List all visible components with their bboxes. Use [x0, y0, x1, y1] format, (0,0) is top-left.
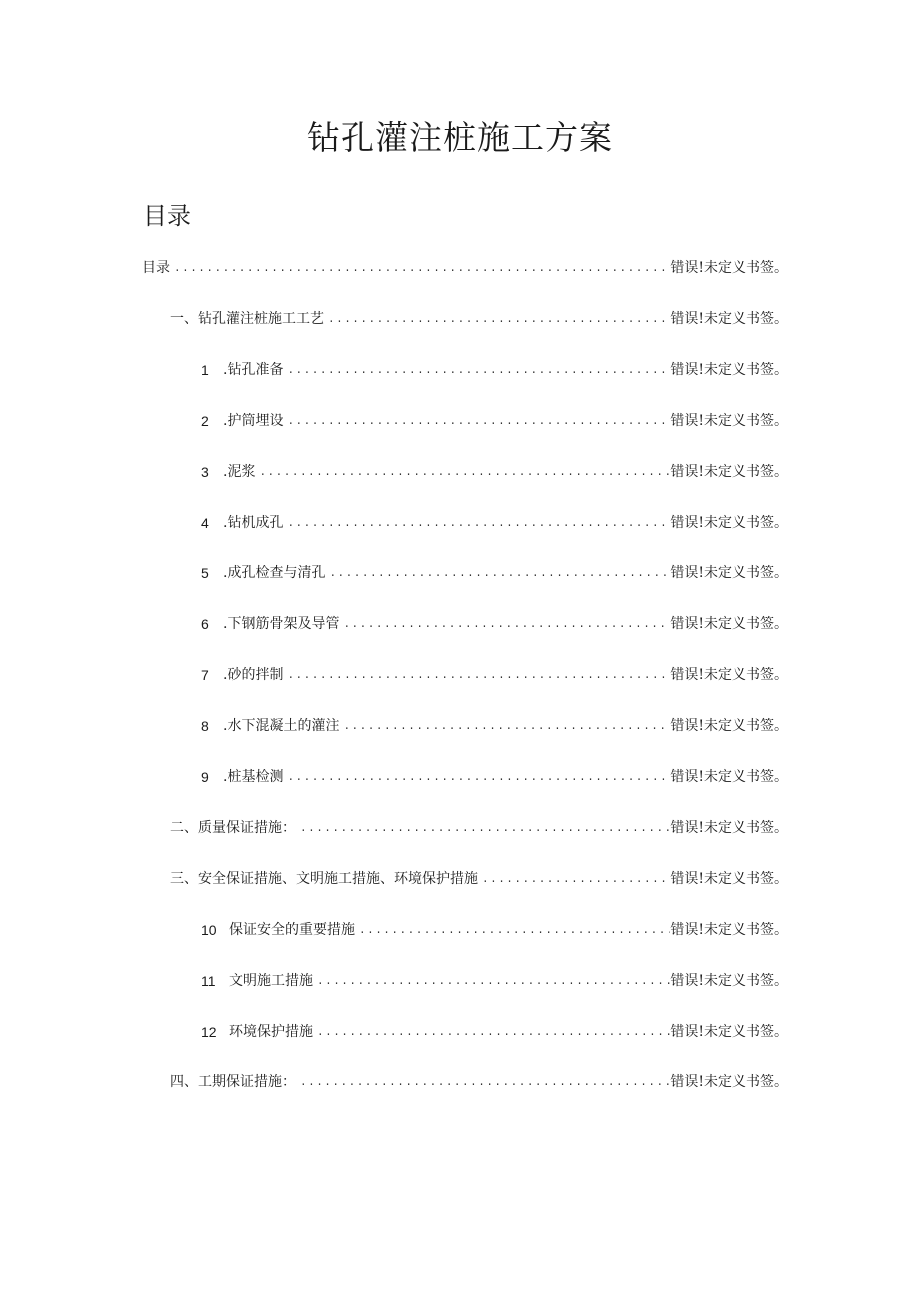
toc-entry[interactable] — [201, 663, 788, 687]
toc-entry-page-ref: 错误!未定义书签。 — [670, 565, 788, 581]
toc-leader-dots — [296, 818, 670, 840]
toc-entry-number: 5 — [201, 565, 209, 581]
toc-entry[interactable] — [201, 765, 788, 789]
toc-entry-number: 9 — [201, 769, 209, 785]
toc-leader-dots — [313, 971, 670, 993]
toc-entry-page-ref: 错误!未定义书签。 — [670, 820, 788, 836]
toc-entry-number: 11 — [201, 973, 216, 989]
toc-entry-number: 2 — [201, 413, 209, 429]
toc-entry-page-ref: 错误!未定义书签。 — [670, 515, 788, 531]
toc-entry[interactable] — [170, 1070, 788, 1094]
toc-entry-label: 一、钻孔灌注桩施工工艺 — [170, 311, 324, 327]
toc-entry-label: 保证安全的重要措施 — [229, 922, 355, 938]
toc-entry[interactable] — [170, 307, 788, 331]
toc-entry-number: 7 — [201, 667, 209, 683]
toc-entry-page-ref: 错误!未定义书签。 — [670, 260, 788, 276]
toc-entry-label: .水下混凝土的灌注 — [223, 718, 340, 734]
toc-entry-label: .钻孔准备 — [223, 362, 284, 378]
toc-entry[interactable] — [170, 816, 788, 840]
toc-entry-number: 4 — [201, 515, 209, 531]
toc-entry-page-ref: 错误!未定义书签。 — [670, 973, 788, 989]
toc-entry-label: .泥浆 — [223, 464, 256, 480]
toc-entry-label: .下钢筋骨架及导管 — [223, 616, 340, 632]
toc-entry-number: 1 — [201, 362, 209, 378]
toc-leader-dots — [255, 462, 670, 484]
toc-leader-dots — [339, 716, 670, 738]
toc-entry[interactable] — [201, 460, 788, 484]
toc-leader-dots — [339, 614, 670, 636]
toc-entry-label: 三、安全保证措施、文明施工措施、环境保护措施 — [170, 871, 478, 887]
toc-entry-page-ref: 错误!未定义书签。 — [670, 1024, 788, 1040]
toc-entry-label: 二、质量保证措施： — [170, 820, 296, 836]
toc-entry[interactable] — [201, 358, 788, 382]
toc-entry[interactable] — [201, 409, 788, 433]
toc-entry-label: .砂的拌制 — [223, 667, 284, 683]
toc-entry-label: .桩基检测 — [223, 769, 284, 785]
document-title: 钻孔灌注桩施工方案 — [307, 118, 613, 157]
toc-leader-dots — [355, 920, 670, 942]
toc-entry-label: .成孔检查与清孔 — [223, 565, 326, 581]
toc-entry-page-ref: 错误!未定义书签。 — [670, 769, 788, 785]
toc-entry-label: 目录 — [142, 260, 170, 276]
toc-leader-dots — [325, 563, 670, 585]
toc-entry-label: .护筒埋设 — [223, 413, 284, 429]
toc-entry-number: 10 — [201, 922, 217, 938]
toc-leader-dots — [170, 258, 670, 280]
toc-leader-dots — [283, 360, 670, 382]
toc-entry-number: 6 — [201, 616, 209, 632]
toc-entry[interactable] — [201, 918, 788, 942]
toc-entry-label: .钻机成孔 — [223, 515, 284, 531]
toc-leader-dots — [283, 665, 670, 687]
toc-leader-dots — [283, 513, 670, 535]
toc-leader-dots — [283, 767, 670, 789]
toc-leader-dots — [478, 869, 670, 891]
toc-entry-page-ref: 错误!未定义书签。 — [670, 464, 788, 480]
toc-entry-page-ref: 错误!未定义书签。 — [670, 311, 788, 327]
toc-entry-page-ref: 错误!未定义书签。 — [670, 1074, 788, 1090]
toc-entry-page-ref: 错误!未定义书签。 — [670, 667, 788, 683]
toc-entry-label: 四、工期保证措施： — [170, 1074, 296, 1090]
toc-entry-page-ref: 错误!未定义书签。 — [670, 413, 788, 429]
toc-entry[interactable] — [201, 561, 788, 585]
toc-entry-number: 3 — [201, 464, 209, 480]
toc-entry[interactable] — [142, 256, 788, 280]
toc-entry-number: 8 — [201, 718, 209, 734]
toc-heading: 目录 — [143, 202, 191, 230]
toc-entry[interactable] — [201, 1020, 788, 1044]
toc-entry-page-ref: 错误!未定义书签。 — [670, 362, 788, 378]
toc-entry[interactable] — [201, 612, 788, 636]
toc-entry-page-ref: 错误!未定义书签。 — [670, 718, 788, 734]
toc-entry-label: 环境保护措施 — [229, 1024, 313, 1040]
toc-entry-page-ref: 错误!未定义书签。 — [670, 922, 788, 938]
toc-entry-page-ref: 错误!未定义书签。 — [670, 616, 788, 632]
toc-leader-dots — [296, 1072, 670, 1094]
toc-entry[interactable] — [201, 511, 788, 535]
toc-entry[interactable] — [201, 969, 788, 993]
toc-leader-dots — [283, 411, 670, 433]
toc-entry[interactable] — [170, 867, 788, 891]
toc-entry-page-ref: 错误!未定义书签。 — [670, 871, 788, 887]
toc-entry-number: 12 — [201, 1024, 217, 1040]
toc-leader-dots — [313, 1022, 670, 1044]
toc-entry[interactable] — [201, 714, 788, 738]
toc-entry-label: 文明施工措施 — [229, 973, 313, 989]
toc-leader-dots — [324, 309, 670, 331]
